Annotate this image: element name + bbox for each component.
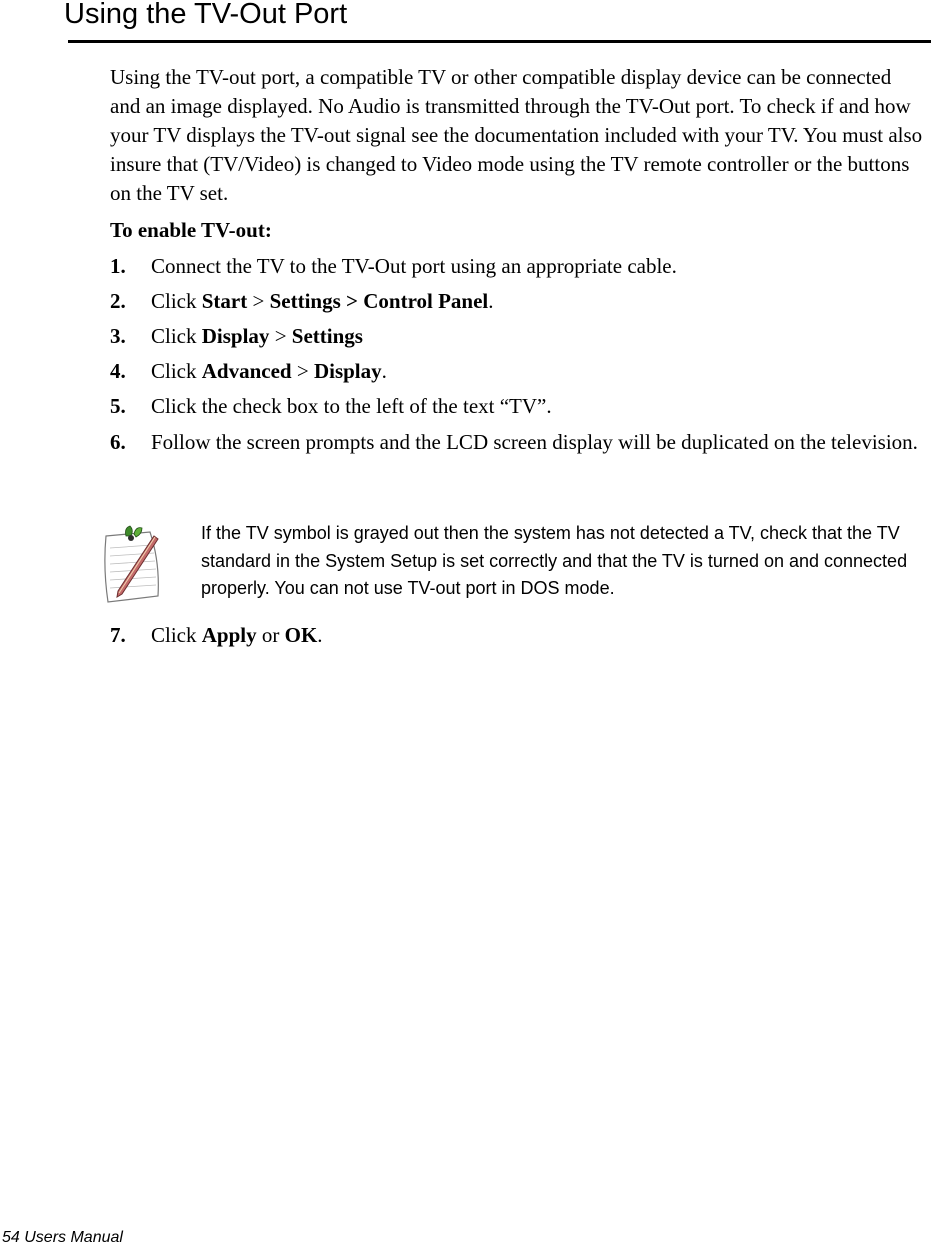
step-number: 4. (110, 359, 126, 383)
step-number: 2. (110, 289, 126, 313)
step-item (110, 621, 925, 650)
ui-term: Advanced (201, 359, 292, 383)
section-subheading: To enable TV-out: (110, 218, 272, 242)
page-title: Using the TV-Out Port (64, 0, 348, 30)
step-item (110, 287, 925, 316)
step-number: 6. (110, 430, 126, 454)
step-text: Click Advanced > Display. (151, 359, 387, 383)
title-rule (68, 40, 931, 43)
page-footer: 54 Users Manual (2, 1229, 123, 1246)
step-number: 1. (110, 254, 126, 278)
step-text: Click Start > Settings > Control Panel. (151, 289, 494, 313)
ui-term: Settings (291, 324, 363, 348)
note-pencil-icon (100, 522, 166, 608)
step-number: 3. (110, 324, 126, 348)
ui-term: Apply (201, 623, 257, 647)
intro-paragraph: Using the TV-out port, a compatible TV or other compatible display device can be connected and an image displayed. No Audio is transmitted through the TV-Out port. To check if and how your TV displays the TV-out signal see the documentation included with your TV. You must also insure that (TV/Video) is changed to Video mode using the TV remote controller or the buttons on the TV set. (110, 65, 923, 205)
step-item (110, 252, 925, 281)
step-item (110, 322, 925, 351)
step-number: 5. (110, 394, 126, 418)
ui-term: Display (313, 359, 382, 383)
step-item (110, 357, 925, 386)
step-item (110, 428, 925, 457)
note-text: If the TV symbol is grayed out then the system has not detected a TV, check that the TV standard in the System Setup is set correctly and that the TV is turned on and connected properly. You can not use TV-out port in DOS mode. (201, 523, 908, 598)
step-text: Click Display > Settings (151, 324, 363, 348)
ui-term: Settings > Control Panel (269, 289, 489, 313)
step-item (110, 392, 925, 421)
ui-term: Start (201, 289, 248, 313)
step-text: Click Apply or OK. (151, 623, 323, 647)
step-number: 7. (110, 623, 126, 647)
ui-term: Display (201, 324, 270, 348)
ui-term: OK (284, 623, 318, 647)
step-text: Follow the screen prompts and the LCD screen display will be duplicated on the television. (151, 430, 918, 454)
step-text: Click the check box to the left of the text “TV”. (151, 394, 552, 418)
step-text: Connect the TV to the TV-Out port using an appropriate cable. (151, 254, 677, 278)
